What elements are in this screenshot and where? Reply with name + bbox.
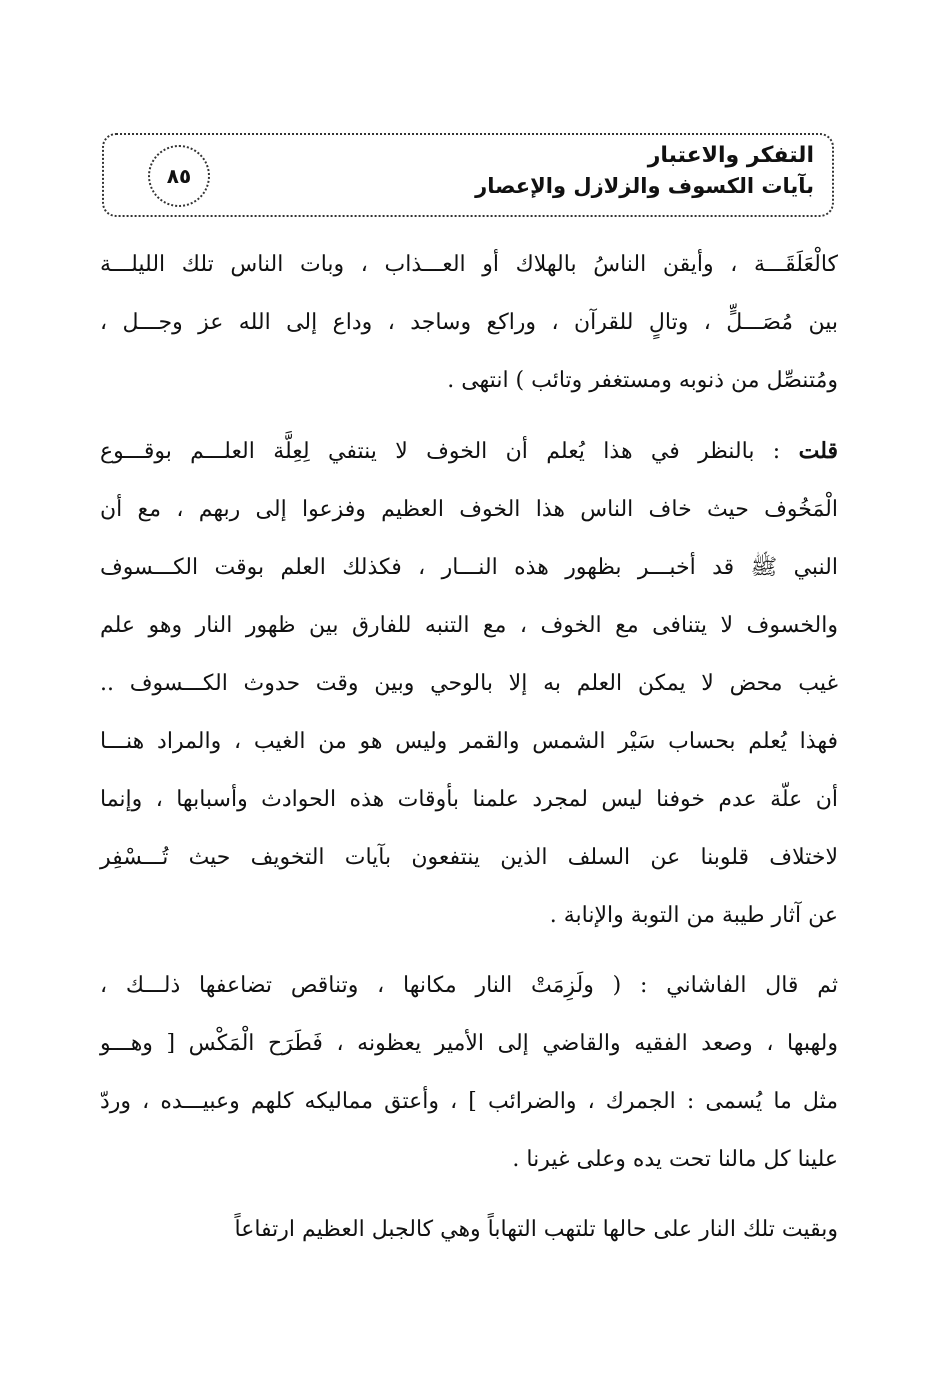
paragraph-lead-word: قلت — [798, 438, 838, 464]
text-line: لاختلاف قلوبنا عن السلف الذين ينتفعون بآيات التخويف حيث تُـــسْفِر — [100, 845, 838, 870]
text-line-rest: : بالنظر في هذا يُعلم أن الخوف لا ينتفي لِعِلَّة العلـــم بوقـــوع — [100, 439, 781, 464]
text-line: علينا كل مالنا تحت يده وعلى غيرنا . — [512, 1147, 838, 1172]
paragraph-2 — [100, 422, 838, 945]
header-title-line-1: التفكر والاعتبار — [647, 143, 814, 168]
paragraph-3 — [100, 957, 838, 1189]
text-line: النبي ﷺ قد أخبـــر بظهور هذه النـــار ، فكذلك العلم بوقت الكـــسوف — [100, 555, 838, 580]
page-body — [100, 236, 838, 1259]
running-header — [102, 133, 834, 217]
text-line: فهذا يُعلم بحساب سَيْر الشمس والقمر وليس هو من الغيب ، والمراد هنـــا — [100, 729, 838, 754]
text-line: ومُتنصِّل من ذنوبه ومستغفر وتائب ) انتهى . — [447, 368, 838, 393]
text-line: مثل ما يُسمى : الجمرك ، والضرائب ] ، وأعتق مماليكه كلهم وعبيـــده ، وردّ — [100, 1089, 838, 1114]
text-line: أن علّة عدم خوفنا ليس لمجرد علمنا بأوقات هذه الحوادث وأسبابها ، وإنما — [100, 787, 838, 812]
text-line: الْمَخُوف حيث خاف الناس هذا الخوف العظيم وفزعوا إلى ربهم ، مع أن — [100, 497, 838, 522]
text-line: ولهبها ، وصعد الفقيه والقاضي إلى الأمير يعظونه ، فَطَرَح الْمَكْس [ وهـــو — [100, 1031, 838, 1056]
text-line: وبقيت تلك النار على حالها تلتهب التهاباً وهي كالجبل العظيم ارتفاعاً — [234, 1217, 838, 1242]
page-number: ٨٥ — [148, 145, 210, 207]
paragraph-4 — [100, 1201, 838, 1259]
text-line: بين مُصَـــلٍّ ، وتالٍ للقرآن ، وراكع وساجد ، وداع إلى الله عز وجـــل ، — [100, 310, 838, 335]
header-title — [254, 143, 814, 198]
text-line: كالْعَلَقَـــة ، وأيقن الناسُ بالهلاك أو العـــذاب ، وبات الناس تلك الليلـــة — [100, 252, 838, 277]
header-title-line-2: بآيات الكسوف والزلازل والإعصار — [475, 174, 814, 199]
text-line: غيب محض لا يمكن العلم به إلا بالوحي وبين وقت حدوث الكـــسوف .. — [100, 671, 838, 696]
text-line: ثم قال الفاشاني : ( ولَزِمَتْ النار مكانها ، وتناقص تضاعفها ذلـــك ، — [100, 973, 838, 998]
text-line-with-lead — [100, 422, 838, 481]
text-line: عن آثار طيبة من التوبة والإنابة . — [549, 903, 838, 928]
paragraph-1 — [100, 236, 838, 410]
text-line: والخسوف لا يتنافى مع الخوف ، مع التنبه للفارق بين ظهور النار وهو علم — [100, 613, 838, 638]
